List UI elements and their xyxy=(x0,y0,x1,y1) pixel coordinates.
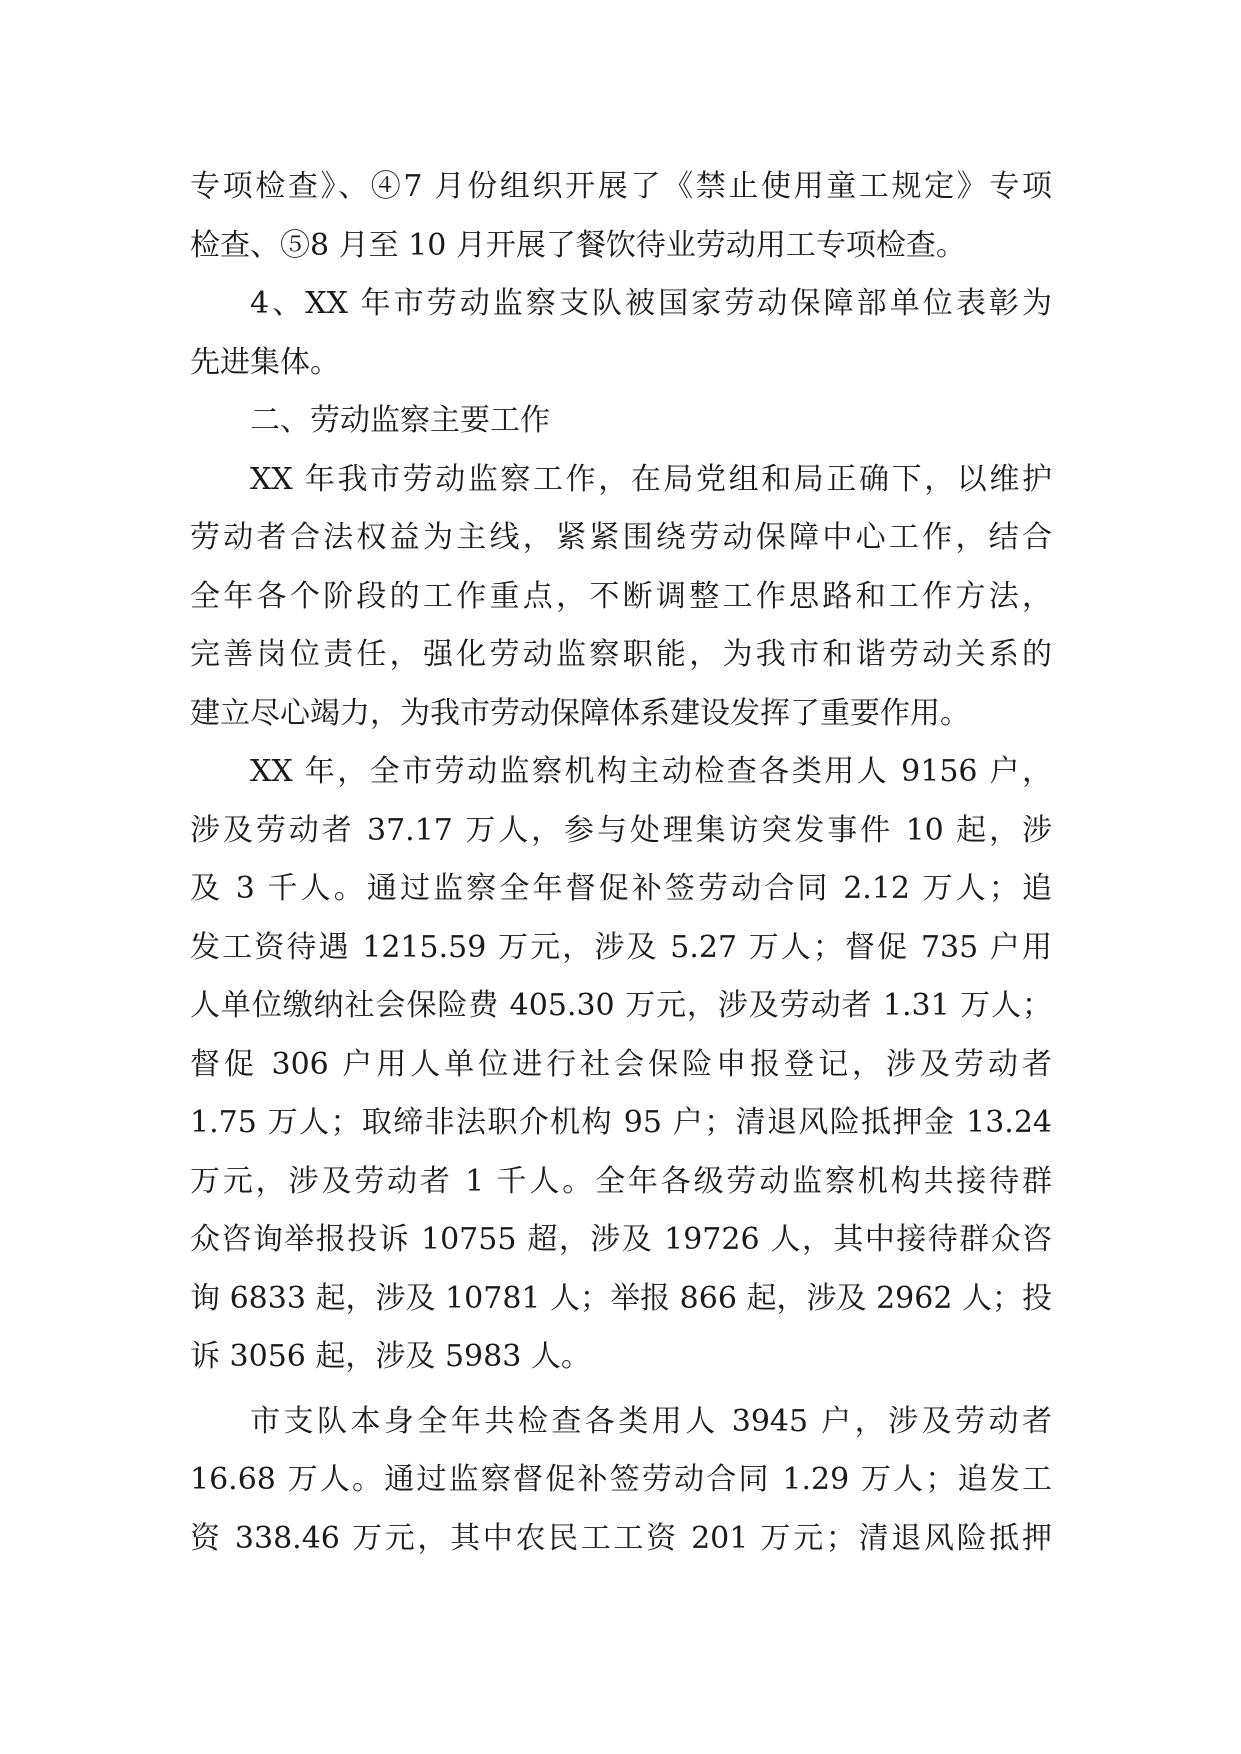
text-line: XX 年，全市劳动监察机构主动检查各类用人 9156 户， xyxy=(250,754,1052,789)
text-line: 督促 306 户用人单位进行社会保险申报登记，涉及劳动者 xyxy=(190,1046,1052,1082)
text-line: 全年各个阶段的工作重点，不断调整工作思路和工作方法， xyxy=(190,578,1052,614)
text-line: 人单位缴纳社会保险费 405.30 万元，涉及劳动者 1.31 万人； xyxy=(190,988,1052,1023)
text-line: 及 3 千人。通过监察全年督促补签劳动合同 2.12 万人；追 xyxy=(190,871,1052,906)
text-line: 1.75 万人；取缔非法职介机构 95 户；清退风险抵押金 13.24 xyxy=(190,1105,1052,1140)
text-line: 涉及劳动者 37.17 万人，参与处理集访突发事件 10 起，涉 xyxy=(190,812,1052,848)
document-body xyxy=(190,158,1052,1568)
section-heading-text: 二、劳动监察主要工作 xyxy=(250,403,550,438)
paragraph-commendation xyxy=(190,275,1052,392)
text-line: 16.68 万人。通过监察督促补签劳动合同 1.29 万人；追发工 xyxy=(190,1462,1052,1497)
text-line: 众咨询举报投诉 10755 超，涉及 19726 人，其中接待群众咨 xyxy=(190,1222,1052,1257)
section-heading xyxy=(190,392,1052,451)
text-line: 完善岗位责任，强化劳动监察职能，为我市和谐劳动关系的 xyxy=(190,637,1052,672)
paragraph-city-statistics xyxy=(190,743,1052,1387)
text-line: 4、XX 年市劳动监察支队被国家劳动保障部单位表彰为 xyxy=(250,286,1052,321)
text-line: 建立尽心竭力，为我市劳动保障体系建设发挥了重要作用。 xyxy=(190,695,970,731)
text-line: 资 338.46 万元，其中农民工工资 201 万元；清退风险抵押 xyxy=(190,1520,1052,1556)
text-line: 万元，涉及劳动者 1 千人。全年各级劳动监察机构共接待群 xyxy=(190,1163,1052,1199)
paragraph-detachment-statistics xyxy=(190,1393,1052,1569)
text-line: XX 年我市劳动监察工作，在局党组和局正确下，以维护 xyxy=(250,461,1052,497)
text-line: 询 6833 起，涉及 10781 人；举报 866 起，涉及 2962 人；投 xyxy=(190,1280,1052,1316)
text-line: 专项检查》、④7 月份组织开展了《禁止使用童工规定》专项 xyxy=(190,169,1052,204)
text-line: 先进集体。 xyxy=(190,344,340,380)
paragraph-inspection-items xyxy=(190,158,1052,275)
text-line: 检查、⑤8 月至 10 月开展了餐饮待业劳动用工专项检查。 xyxy=(190,227,966,263)
text-line: 发工资待遇 1215.59 万元，涉及 5.27 万人；督促 735 户用 xyxy=(190,929,1052,965)
text-line: 劳动者合法权益为主线，紧紧围绕劳动保障中心工作，结合 xyxy=(190,520,1052,555)
text-line: 市支队本身全年共检查各类用人 3945 户，涉及劳动者 xyxy=(250,1403,1052,1439)
paragraph-overview xyxy=(190,451,1052,744)
text-line: 诉 3056 起，涉及 5983 人。 xyxy=(190,1339,591,1374)
